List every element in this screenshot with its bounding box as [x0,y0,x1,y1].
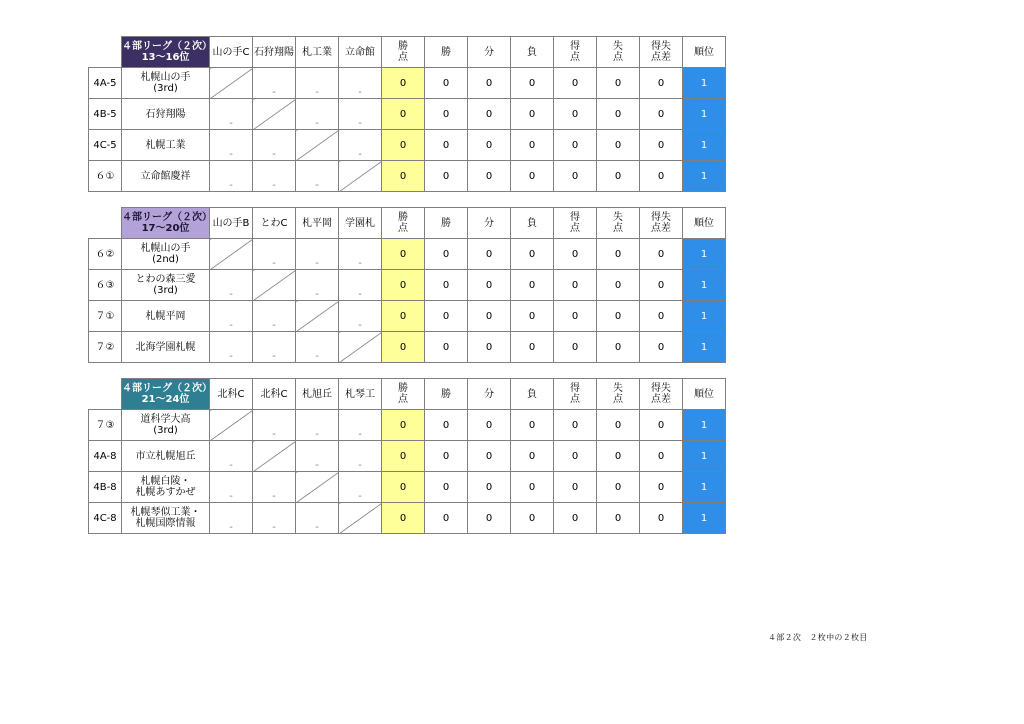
self-match-cell [339,332,382,363]
stat-header-line1: 得失 [651,41,671,52]
goals-against-cell: 0 [597,441,640,472]
goal-diff-cell: 0 [640,332,683,363]
stat-header-line1: 得 [570,212,580,223]
goals-for-cell: 0 [554,301,597,332]
stat-header-line2: 点 [398,52,408,63]
goals-for-cell: 0 [554,410,597,441]
team-code: ６③ [89,270,122,301]
stat-header-line1: 失 [613,383,623,394]
self-match-cell [253,270,296,301]
losses-cell: 0 [511,441,554,472]
stat-header [382,208,425,239]
team-name-line: 札幌琴似工業・ [130,507,201,518]
points-cell: 0 [382,301,425,332]
stat-header-line1: 得失 [651,212,671,223]
goals-against-cell: 0 [597,161,640,192]
team-name-line: 札幌工業 [145,139,186,151]
goals-against-cell: 0 [597,130,640,161]
team-name [122,161,210,192]
opponent-header: 札工業 [296,37,339,68]
league-title [122,37,210,68]
wins-cell: 0 [425,472,468,503]
team-name-line: とわの森三愛 [135,274,196,285]
league-rank-range: 13～16位 [141,52,190,63]
stat-header-line1: 負 [527,388,537,400]
wins-cell: 0 [425,270,468,301]
match-result-cell: - [253,161,296,192]
team-row [89,441,726,472]
match-result-cell: - [253,472,296,503]
stat-header-line1: 勝 [441,217,451,229]
goals-for-cell: 0 [554,472,597,503]
wins-cell: 0 [425,99,468,130]
stat-header-line2: 点 [613,394,623,405]
losses-cell: 0 [511,410,554,441]
rank-cell: 1 [683,239,726,270]
points-cell: 0 [382,99,425,130]
goals-against-cell: 0 [597,472,640,503]
opponent-header: 北科C [253,379,296,410]
match-result-cell: - [210,161,253,192]
stat-header-line2: 点 [613,223,623,234]
team-row [89,503,726,534]
stat-header [640,379,683,410]
team-name [122,99,210,130]
rank-cell: 1 [683,68,726,99]
corner-blank [89,37,122,68]
match-result-cell: - [210,270,253,301]
points-cell: 0 [382,130,425,161]
goals-for-cell: 0 [554,130,597,161]
team-name [122,68,210,99]
goals-against-cell: 0 [597,239,640,270]
goals-against-cell: 0 [597,332,640,363]
goals-against-cell: 0 [597,410,640,441]
opponent-header: 札琴工 [339,379,382,410]
team-name [122,441,210,472]
page-footnote: ４部２次 ２枚中の２枚目 [768,633,868,642]
match-result-cell: - [339,441,382,472]
team-code: 4B-8 [89,472,122,503]
team-name [122,239,210,270]
team-code: 4C-8 [89,503,122,534]
match-result-cell: - [296,68,339,99]
match-result-cell: - [296,332,339,363]
match-result-cell: - [296,239,339,270]
opponent-header: 札旭丘 [296,379,339,410]
team-name-line: (3rd) [153,285,178,296]
match-result-cell: - [210,503,253,534]
stat-header [382,379,425,410]
rank-cell: 1 [683,332,726,363]
self-match-cell [253,99,296,130]
losses-cell: 0 [511,301,554,332]
team-row [89,301,726,332]
stat-header [597,208,640,239]
self-match-cell [210,410,253,441]
goal-diff-cell: 0 [640,410,683,441]
team-name [122,301,210,332]
rank-cell: 1 [683,270,726,301]
goal-diff-cell: 0 [640,441,683,472]
wins-cell: 0 [425,239,468,270]
stat-header [683,37,726,68]
team-name [122,472,210,503]
team-row [89,239,726,270]
match-result-cell: - [339,239,382,270]
stat-header [683,379,726,410]
team-name [122,332,210,363]
opponent-header: 札平岡 [296,208,339,239]
goals-for-cell: 0 [554,441,597,472]
draws-cell: 0 [468,239,511,270]
self-match-cell [296,301,339,332]
team-name [122,410,210,441]
goals-for-cell: 0 [554,270,597,301]
corner-blank [89,208,122,239]
team-name-line: 道科学大高 [140,414,191,425]
match-result-cell: - [253,239,296,270]
match-result-cell: - [253,503,296,534]
team-code: ６② [89,239,122,270]
goal-diff-cell: 0 [640,301,683,332]
stat-header [511,379,554,410]
stat-header-line2: 点差 [651,223,671,234]
match-result-cell: - [210,332,253,363]
goals-for-cell: 0 [554,99,597,130]
goals-against-cell: 0 [597,68,640,99]
self-match-cell [210,239,253,270]
match-result-cell: - [339,99,382,130]
goals-against-cell: 0 [597,301,640,332]
stat-header [640,208,683,239]
stat-header-line1: 負 [527,46,537,58]
team-code: 4A-5 [89,68,122,99]
stat-header-line1: 失 [613,41,623,52]
rank-cell: 1 [683,99,726,130]
team-name [122,503,210,534]
self-match-cell [296,130,339,161]
league-title-main: ４部リーグ（２次） [122,383,212,394]
goal-diff-cell: 0 [640,130,683,161]
rank-cell: 1 [683,130,726,161]
team-row [89,68,726,99]
league-title-main: ４部リーグ（２次） [122,212,212,223]
stat-header-line1: 勝 [398,41,408,52]
match-result-cell: - [253,301,296,332]
team-name-line: 札幌あすかぜ [135,487,196,498]
team-name-line: 札幌山の手 [140,243,191,254]
stat-header-line1: 順位 [694,217,714,229]
league-rank-range: 17～20位 [141,223,190,234]
opponent-header: 立命館 [339,37,382,68]
opponent-header: とわC [253,208,296,239]
team-name-line: 市立札幌旭丘 [135,450,196,462]
draws-cell: 0 [468,270,511,301]
team-name-line: 石狩翔陽 [145,108,186,120]
match-result-cell: - [253,68,296,99]
goals-for-cell: 0 [554,68,597,99]
match-result-cell: - [296,161,339,192]
wins-cell: 0 [425,441,468,472]
points-cell: 0 [382,472,425,503]
match-result-cell: - [253,130,296,161]
stat-header-line1: 負 [527,217,537,229]
losses-cell: 0 [511,161,554,192]
team-row [89,99,726,130]
rank-cell: 1 [683,472,726,503]
rank-cell: 1 [683,441,726,472]
self-match-cell [253,441,296,472]
team-name-line: (2nd) [152,254,179,265]
stat-header-line2: 点 [613,52,623,63]
goal-diff-cell: 0 [640,99,683,130]
match-result-cell: - [210,441,253,472]
match-result-cell: - [210,99,253,130]
match-result-cell: - [339,301,382,332]
opponent-header: 山の手B [210,208,253,239]
team-name-line: 札幌国際情報 [135,518,196,529]
stat-header-line1: 得 [570,41,580,52]
team-name-line: 北海学園札幌 [135,341,196,353]
team-code: ７① [89,301,122,332]
stat-header-line1: 勝 [398,383,408,394]
goals-for-cell: 0 [554,161,597,192]
stat-header [511,208,554,239]
team-code: 4C-5 [89,130,122,161]
stat-header [382,37,425,68]
team-code: ６① [89,161,122,192]
match-result-cell: - [339,410,382,441]
losses-cell: 0 [511,130,554,161]
losses-cell: 0 [511,332,554,363]
stat-header-line1: 分 [484,217,494,229]
rank-cell: 1 [683,161,726,192]
losses-cell: 0 [511,503,554,534]
self-match-cell [339,503,382,534]
league-rank-range: 21～24位 [141,394,190,405]
goal-diff-cell: 0 [640,239,683,270]
goals-for-cell: 0 [554,239,597,270]
team-name-line: (3rd) [153,425,178,436]
league-table [88,378,726,534]
team-row [89,161,726,192]
team-code: ７③ [89,410,122,441]
wins-cell: 0 [425,130,468,161]
stat-header [554,37,597,68]
points-cell: 0 [382,503,425,534]
goals-for-cell: 0 [554,503,597,534]
stat-header [468,379,511,410]
stat-header [597,37,640,68]
team-code: 4A-8 [89,441,122,472]
self-match-cell [210,68,253,99]
stat-header [468,208,511,239]
draws-cell: 0 [468,441,511,472]
points-cell: 0 [382,270,425,301]
stat-header-line2: 点 [570,52,580,63]
rank-cell: 1 [683,410,726,441]
goals-against-cell: 0 [597,270,640,301]
match-result-cell: - [210,130,253,161]
self-match-cell [339,161,382,192]
draws-cell: 0 [468,472,511,503]
team-name-line: 札幌白陵・ [140,476,191,487]
stat-header [425,208,468,239]
stat-header [683,208,726,239]
match-result-cell: - [296,99,339,130]
team-name-line: (3rd) [153,83,178,94]
stat-header-line1: 分 [484,388,494,400]
stat-header-line1: 分 [484,46,494,58]
match-result-cell: - [296,410,339,441]
stat-header-line2: 点差 [651,394,671,405]
stat-header-line2: 点 [398,394,408,405]
points-cell: 0 [382,239,425,270]
team-row [89,332,726,363]
team-code: ７② [89,332,122,363]
stat-header-line1: 順位 [694,46,714,58]
points-cell: 0 [382,410,425,441]
draws-cell: 0 [468,410,511,441]
losses-cell: 0 [511,99,554,130]
draws-cell: 0 [468,301,511,332]
match-result-cell: - [339,130,382,161]
stat-header-line2: 点 [570,394,580,405]
stat-header-line2: 点 [398,223,408,234]
stat-header-line2: 点差 [651,52,671,63]
stat-header-line1: 勝 [441,46,451,58]
opponent-header: 山の手C [210,37,253,68]
wins-cell: 0 [425,68,468,99]
stat-header [425,37,468,68]
stat-header-line1: 勝 [441,388,451,400]
stat-header [511,37,554,68]
match-result-cell: - [339,270,382,301]
draws-cell: 0 [468,68,511,99]
draws-cell: 0 [468,99,511,130]
stat-header [554,379,597,410]
draws-cell: 0 [468,332,511,363]
goal-diff-cell: 0 [640,161,683,192]
losses-cell: 0 [511,239,554,270]
points-cell: 0 [382,161,425,192]
wins-cell: 0 [425,301,468,332]
stat-header-line1: 失 [613,212,623,223]
match-result-cell: - [253,410,296,441]
league-table [88,207,726,363]
stat-header [640,37,683,68]
stat-header [425,379,468,410]
wins-cell: 0 [425,161,468,192]
team-name [122,130,210,161]
draws-cell: 0 [468,161,511,192]
stat-header-line1: 勝 [398,212,408,223]
goals-for-cell: 0 [554,332,597,363]
match-result-cell: - [296,270,339,301]
goal-diff-cell: 0 [640,270,683,301]
match-result-cell: - [296,441,339,472]
match-result-cell: - [296,503,339,534]
team-name-line: 札幌平岡 [145,310,186,322]
match-result-cell: - [210,472,253,503]
match-result-cell: - [339,68,382,99]
team-code: 4B-5 [89,99,122,130]
goal-diff-cell: 0 [640,472,683,503]
rank-cell: 1 [683,301,726,332]
opponent-header: 北科C [210,379,253,410]
stat-header-line2: 点 [570,223,580,234]
team-row [89,130,726,161]
stat-header [468,37,511,68]
league-title [122,379,210,410]
goals-against-cell: 0 [597,99,640,130]
goal-diff-cell: 0 [640,503,683,534]
rank-cell: 1 [683,503,726,534]
points-cell: 0 [382,68,425,99]
goals-against-cell: 0 [597,503,640,534]
wins-cell: 0 [425,503,468,534]
team-name-line: 札幌山の手 [140,72,191,83]
losses-cell: 0 [511,68,554,99]
team-row [89,410,726,441]
match-result-cell: - [339,472,382,503]
league-title-main: ４部リーグ（２次） [122,41,212,52]
stat-header-line1: 得失 [651,383,671,394]
team-name [122,270,210,301]
team-row [89,472,726,503]
corner-blank [89,379,122,410]
opponent-header: 学園札 [339,208,382,239]
match-result-cell: - [210,301,253,332]
stat-header-line1: 得 [570,383,580,394]
stat-header [597,379,640,410]
team-name-line: 立命館慶祥 [140,170,191,182]
wins-cell: 0 [425,332,468,363]
points-cell: 0 [382,441,425,472]
points-cell: 0 [382,332,425,363]
losses-cell: 0 [511,472,554,503]
team-row [89,270,726,301]
match-result-cell: - [253,332,296,363]
goal-diff-cell: 0 [640,68,683,99]
stat-header-line1: 順位 [694,388,714,400]
wins-cell: 0 [425,410,468,441]
opponent-header: 石狩翔陽 [253,37,296,68]
stat-header [554,208,597,239]
draws-cell: 0 [468,503,511,534]
league-table [88,36,726,192]
self-match-cell [296,472,339,503]
league-title [122,208,210,239]
losses-cell: 0 [511,270,554,301]
draws-cell: 0 [468,130,511,161]
